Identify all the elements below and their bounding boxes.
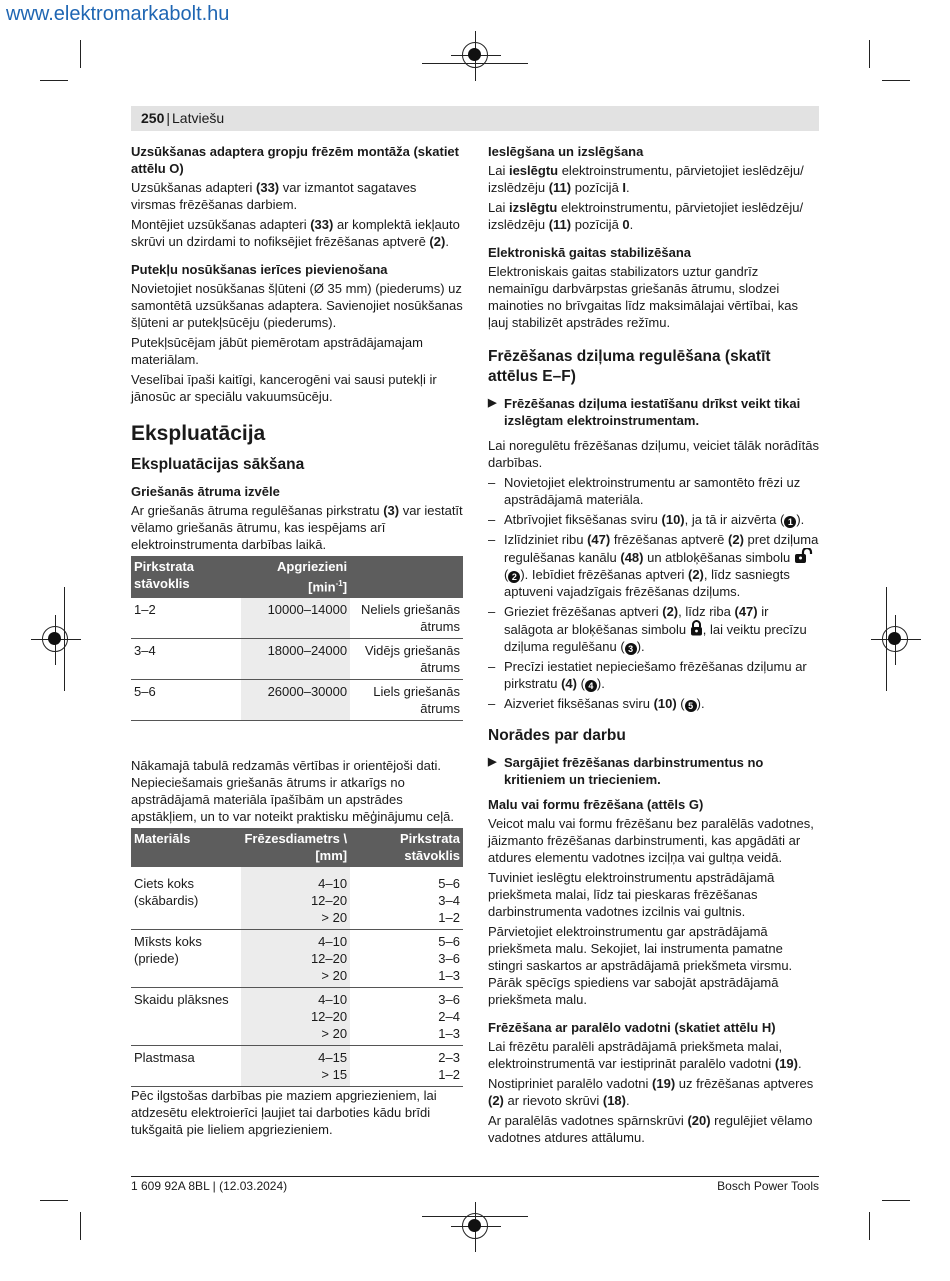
table-row: 1–2 10000–14000 Neliels griešanās ātrums <box>131 598 463 639</box>
material-table <box>131 828 463 1087</box>
table-row: 5–6 26000–30000 Liels griešanās ātrums <box>131 680 463 721</box>
header-separator: | <box>166 110 170 126</box>
table-header: Frēzesdiametrs \[mm] <box>241 828 351 867</box>
page-footer <box>131 1176 819 1193</box>
crop-mark <box>882 80 910 81</box>
list-item: – Aizveriet fiksēšanas sviru (10) ( 5 ). <box>488 695 820 712</box>
crop-mark <box>40 80 68 81</box>
table-row: Plastmasa 4–15 > 15 2–3 1–2 <box>131 1046 463 1087</box>
paragraph: Veselībai īpaši kaitīgi, kancerogēni vai sausi putekļi ir jānosūc ar speciālu vakuumsūcēju. <box>131 372 437 404</box>
section-heading: Ekspluatācijas sākšana <box>131 456 305 473</box>
section-title: Frēzēšana ar paralēlo vadotni (skatiet attēlu H) <box>488 1020 776 1035</box>
list-item: – Precīzi iestatiet nepieciešamo frēzēšanas dziļumu ar pirkstratu (4) ( 4 ). <box>488 658 820 692</box>
step-number-icon: 3 <box>625 643 637 655</box>
step-number-icon: 5 <box>685 700 697 712</box>
chapter-heading: Ekspluatācija <box>131 422 266 445</box>
header-language: Latviešu <box>172 110 225 126</box>
section-title: Griešanās ātruma izvēle <box>131 484 280 499</box>
table-header <box>350 556 463 598</box>
paragraph: Novietojiet nosūkšanas šļūteni (Ø 35 mm) (piederums) uz samontētā uzsūkšanas adaptera. Savienojiet nosūkšanas šļūteni ar putekļsūcēju (piederums). <box>131 281 463 330</box>
paragraph: Ar paralēlās vadotnes spārnskrūvi (20) regulējiet vēlamo vadotnes atdures attālumu. <box>488 1113 813 1145</box>
table-header: Apgriezieni $[\min^{-1}]$ <box>241 556 351 598</box>
paragraph: Tuviniet ieslēgtu elektroinstrumentu apstrādājamā priekšmeta malai, līdz tai pieskaras frēzēšanas darbinstrumenta vadotnes izcilnis vai gultnis. <box>488 870 775 919</box>
watermark-url[interactable]: www.elektromarkabolt.hu <box>6 3 230 25</box>
table-row: Skaidu plāksnes 4–10 12–20 > 20 3–6 2–4 1–3 <box>131 988 463 1046</box>
section-title: Putekļu nosūkšanas ierīces pievienošana <box>131 262 388 277</box>
paragraph: Pēc ilgstošas darbības pie maziem apgriezieniem, lai atdzesētu elektroierīci ļaujiet tai darboties kādu brīdi tukšgaitā pie lieliem apgriezieniem. <box>131 1088 437 1138</box>
paragraph: Veicot malu vai formu frēzēšanu bez paralēlās vadotnes, jāizmanto frēzēšanas darbinstrumenti, kas apgādāti ar atdures elementu vadotnes izciļņa vai gultņa veidā. <box>488 816 814 865</box>
crop-mark <box>869 40 870 68</box>
crop-mark <box>80 40 81 68</box>
step-number-icon: 4 <box>585 680 597 692</box>
list-item: – Izlīdziniet ribu (47) frēzēšanas aptverē (2) pret dziļuma regulēšanas kanālu (48) un atbloķēšanas simbolu ( 2 ). Iebīdiet frēzēšanas aptveri (2), līdz sasniegts aptuveni vajadzīgais frēzēšanas dziļums. <box>488 531 820 600</box>
crop-mark <box>882 1200 910 1201</box>
right-column <box>488 143 820 1149</box>
lock-icon <box>690 620 703 636</box>
registration-mark-icon <box>462 42 488 68</box>
table-header: Materiāls <box>131 828 241 867</box>
section-heading: Frēzēšanas dziļuma regulēšana (skatīt attēlus E–F) <box>488 348 771 385</box>
footer-doc-id: 1 609 92A 8BL | (12.03.2024) <box>131 1179 288 1193</box>
page-number: 250 <box>141 110 165 126</box>
warning-note: ▶ Sargājiet frēzēšanas darbinstrumentus no kritieniem un triecieniem. <box>488 754 820 788</box>
section-title: Malu vai formu frēzēšana (attēls G) <box>488 797 704 812</box>
table-row: Mīksts koks (priede) 4–10 12–20 > 20 5–6 3–6 1–3 <box>131 930 463 988</box>
step-number-icon: 1 <box>784 516 796 528</box>
unlock-icon <box>794 548 816 564</box>
paragraph: Lai frēzētu paralēli apstrādājamā priekšmeta malai, elektroinstrumentā var iestiprināt paralēlo vadotni (19). <box>488 1039 802 1071</box>
paragraph: Elektroniskais gaitas stabilizators uztur gandrīz nemainīgu darbvārpstas griešanās ātrumu, slodzei mainoties no brīvgaitas līdz maksimālajai vērtībai, kas ļauj stabilizēt apstrādes režīmu. <box>488 264 798 330</box>
crop-mark <box>40 1200 68 1201</box>
left-column <box>131 143 463 1141</box>
table-header: Pirkstrata stāvoklis <box>131 556 241 598</box>
speed-table <box>131 556 463 721</box>
registration-mark-icon <box>462 1213 488 1239</box>
paragraph: Lai ieslēgtu elektroinstrumentu, pārvietojiet ieslēdzēju/ izslēdzēju (11) pozīcijā I. <box>488 163 804 195</box>
section-heading: Norādes par darbu <box>488 727 626 744</box>
registration-mark-icon <box>42 626 68 652</box>
paragraph: Pārvietojiet elektroinstrumentu gar apstrādājamā priekšmeta malu. Sekojiet, lai instrumenta pamatne stingri saskartos ar apstrādājamā priekšmeta virsmu. Pārāk spēcīgs spiediens var sabojāt apstrādājamā priekšmeta malu. <box>488 924 793 1007</box>
section-title: Ieslēgšana un izslēgšana <box>488 144 644 159</box>
crop-mark <box>80 1212 81 1240</box>
paragraph: Nostipriniet paralēlo vadotni (19) uz frēzēšanas aptveres (2) ar rievoto skrūvi (18). <box>488 1076 814 1108</box>
list-item: – Novietojiet elektroinstrumentu ar samontēto frēzi uz apstrādājamā materiāla. <box>488 474 820 508</box>
table-row: 3–4 18000–24000 Vidējs griešanās ātrums <box>131 639 463 680</box>
table-header: Pirkstrata stāvoklis <box>350 828 463 867</box>
section-title: Elektroniskā gaitas stabilizēšana <box>488 245 692 260</box>
crop-mark <box>869 1212 870 1240</box>
paragraph: Putekļsūcējam jābūt piemērotam apstrādājamajam materiālam. <box>131 335 423 367</box>
paragraph: Nākamajā tabulā redzamās vērtības ir orientējoši dati. Nepieciešamais griešanās ātrums ir atkarīgs no apstrādājamā materiāla īpašībām un apstrādes apstākļiem, un to var noteikt praktisku mēģinājumu ceļā. <box>131 758 454 825</box>
paragraph: Lai noregulētu frēzēšanas dziļumu, veiciet tālāk norādītās darbības. <box>488 438 819 470</box>
list-item: – Grieziet frēzēšanas aptveri (2), līdz riba (47) ir salāgota ar bloķēšanas simbolu , lai veiktu precīzu dziļuma regulēšanu ( 3 ). <box>488 603 820 655</box>
page-header <box>131 106 819 131</box>
paragraph: Ar griešanās ātruma regulēšanas pirkstratu (3) var iestatīt vēlamo griešanās ātrumu, kas iespējams arī elektroinstrumenta darbības laikā. <box>131 503 463 552</box>
paragraph: Montējiet uzsūkšanas adapteri (33) ar komplektā iekļauto skrūvi un dzirdami to nofiksējiet frēzēšanas aptverē (2). <box>131 217 460 249</box>
steps-list <box>488 474 820 712</box>
list-item: – Atbrīvojiet fiksēšanas sviru (10), ja tā ir aizvērta ( 1 ). <box>488 511 820 528</box>
step-number-icon: 2 <box>508 571 520 583</box>
paragraph: Lai izslēgtu elektroinstrumentu, pārvietojiet ieslēdzēju/ izslēdzēju (11) pozīcijā 0. <box>488 200 804 232</box>
footer-brand: Bosch Power Tools <box>717 1179 819 1193</box>
table-row: Ciets koks (skābardis) 4–10 12–20 > 20 5–6 3–4 1–2 <box>131 867 463 930</box>
section-title: Uzsūkšanas adaptera gropju frēzēm montāža (skatiet attēlu O) <box>131 144 459 176</box>
warning-note: ▶ Frēzēšanas dziļuma iestatīšanu drīkst veikt tikai izslēgtam elektroinstrumentam. <box>488 395 820 429</box>
registration-mark-icon <box>882 626 908 652</box>
paragraph: Uzsūkšanas adapteri (33) var izmantot sagataves virsmas frēzēšanas darbiem. <box>131 180 417 212</box>
